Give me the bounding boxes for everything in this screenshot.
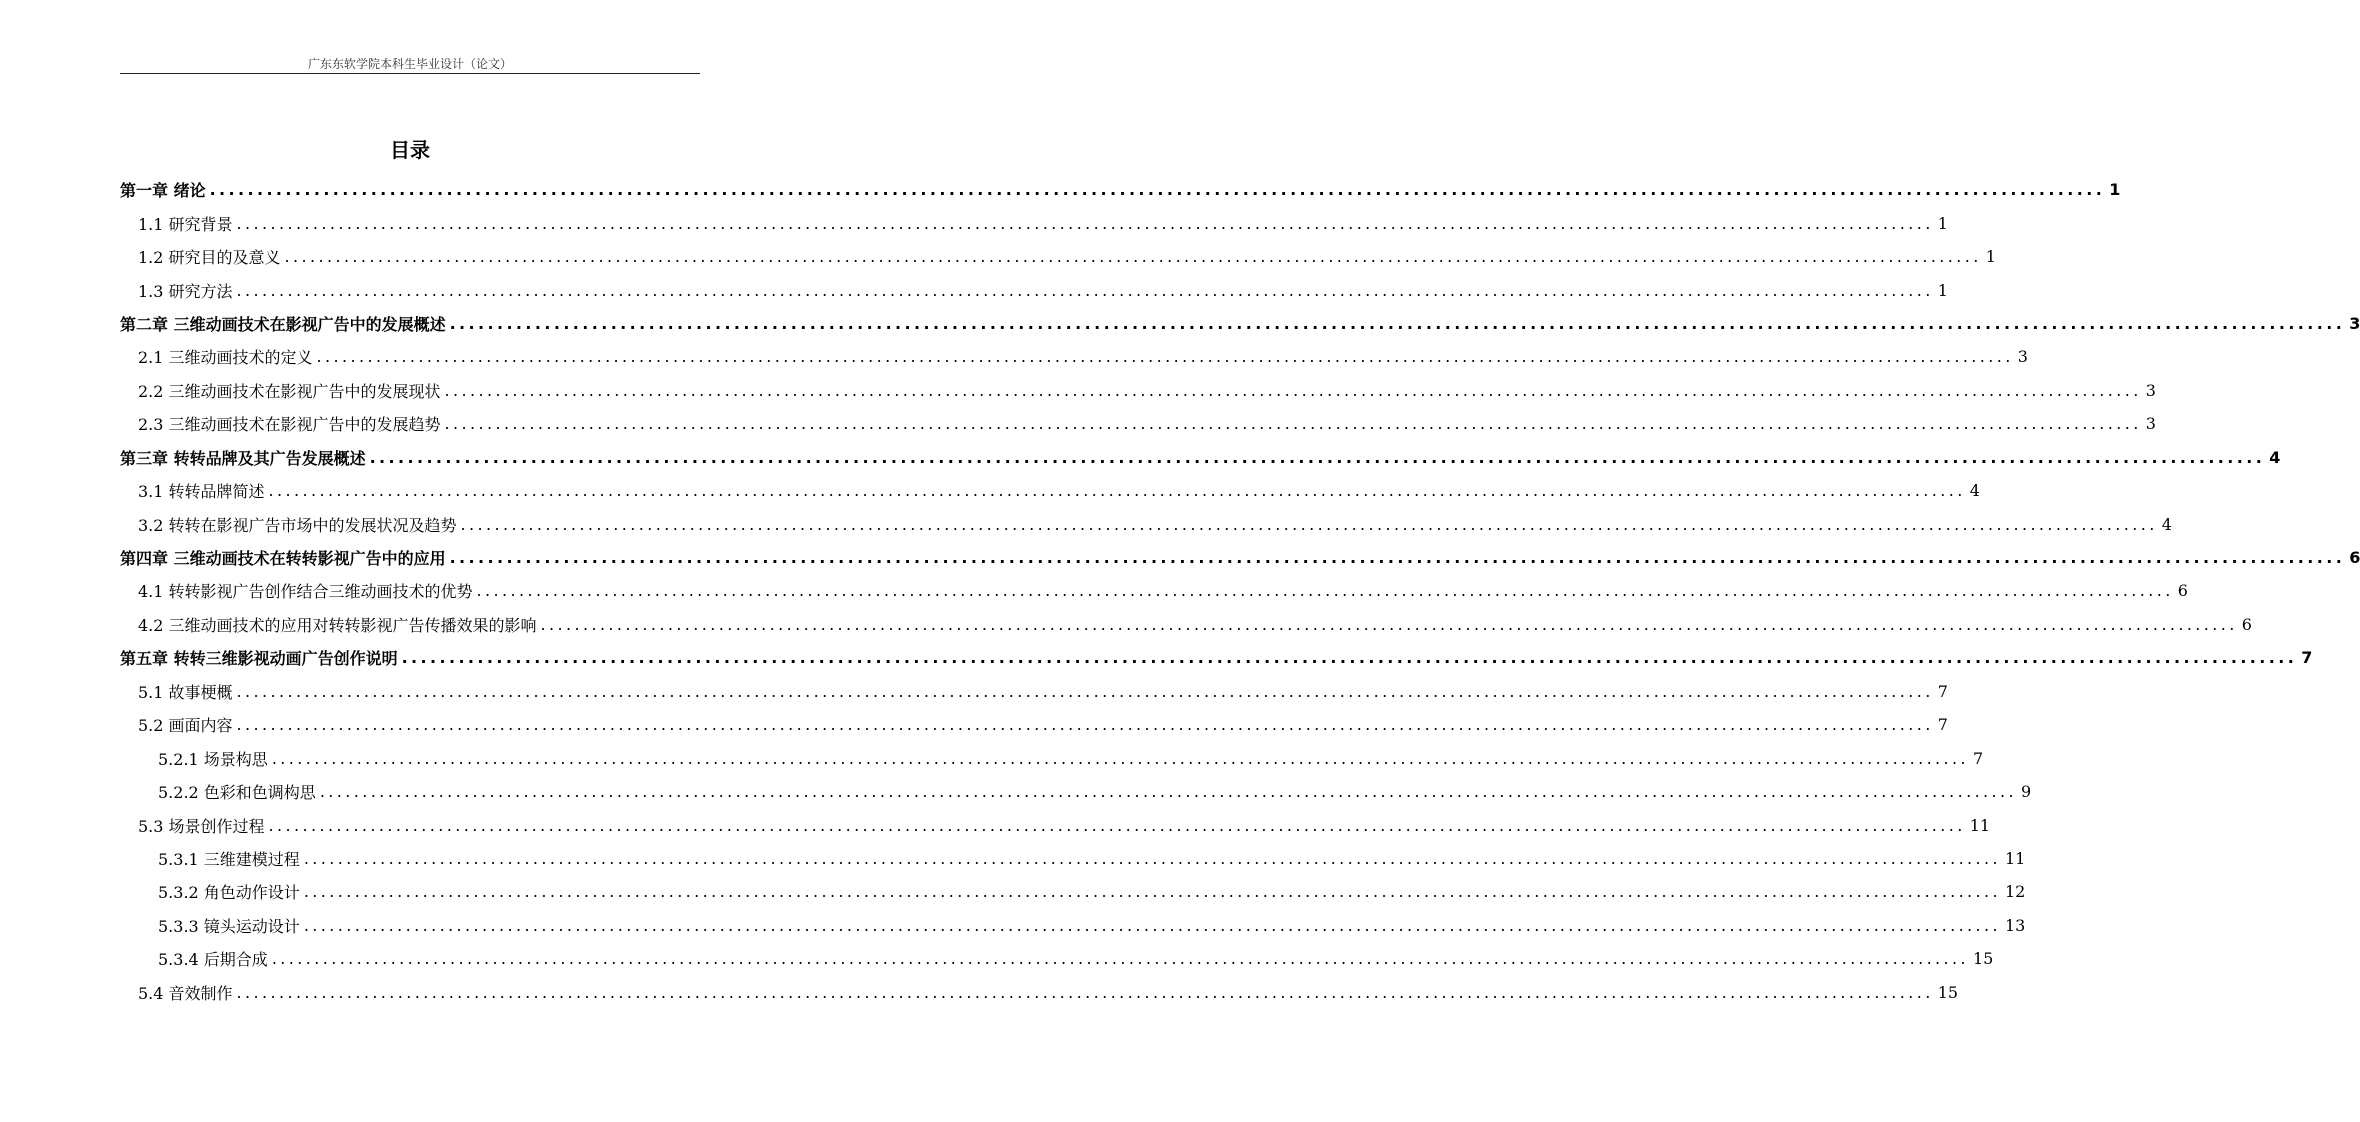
- toc-leader-dots: ........................................................................................................................................................................................................: [460, 514, 2158, 534]
- toc-leader-dots: ........................................................................................................................................................................................................: [236, 715, 1934, 735]
- toc-leader-dots: ........................................................................................................................................................................................................: [271, 949, 1969, 969]
- toc-entry-label: 5.3 场景创作过程: [138, 816, 265, 836]
- toc-leader-dots: ........................................................................................................................................................................................................: [369, 447, 2266, 467]
- toc-entry-label: 第四章 三维动画技术在转转影视广告中的应用: [120, 549, 446, 569]
- toc-entry-page: 6: [2177, 581, 2188, 601]
- toc-entry-page: 15: [1973, 949, 1994, 969]
- toc-entry-page: 6: [2349, 548, 2360, 568]
- toc-entry-page: 1: [1985, 247, 1996, 267]
- toc-entry-page: 7: [1937, 715, 1948, 735]
- toc-entry-page: 1: [1937, 280, 1948, 300]
- toc-entry-label: 2.3 三维动画技术在影视广告中的发展趋势: [138, 415, 441, 435]
- toc-entry[interactable]: [0, 775, 2032, 808]
- running-header: 广东东软学院本科生毕业设计（论文）: [307, 57, 512, 71]
- toc-entry-label: 5.3.1 三维建模过程: [158, 849, 300, 869]
- toc-entry-label: 2.2 三维动画技术在影视广告中的发展现状: [138, 381, 441, 401]
- toc-entry-page: 6: [2241, 614, 2252, 634]
- toc-entry-label: 3.2 转转在影视广告市场中的发展状况及趋势: [138, 515, 457, 535]
- toc-entry[interactable]: [0, 976, 1959, 1009]
- toc-leader-dots: ........................................................................................................................................................................................................: [540, 614, 2238, 634]
- toc-entry[interactable]: [0, 608, 2252, 641]
- toc-leader-dots: ........................................................................................................................................................................................................: [236, 280, 1934, 300]
- toc-entry-page: 13: [2005, 915, 2026, 935]
- toc-entry-page: 1: [1937, 213, 1948, 233]
- toc-entry-page: 3: [2349, 313, 2360, 333]
- toc-leader-dots: ........................................................................................................................................................................................................: [401, 648, 2298, 668]
- toc-entry-label: 5.2.1 场景构思: [158, 749, 268, 769]
- toc-leader-dots: ........................................................................................................................................................................................................: [236, 982, 1934, 1002]
- toc-entry-label: 5.3.2 角色动作设计: [158, 883, 300, 903]
- toc-entry-label: 1.3 研究方法: [138, 281, 233, 301]
- toc-title: 目录: [390, 138, 430, 162]
- toc-entry-label: 5.1 故事梗概: [138, 682, 233, 702]
- toc-entry[interactable]: [0, 741, 1984, 774]
- toc-entry[interactable]: [0, 842, 2026, 875]
- toc-entry[interactable]: [0, 641, 2313, 674]
- toc-entry[interactable]: [0, 875, 2026, 908]
- toc-entry[interactable]: [0, 942, 1994, 975]
- header-rule: [120, 73, 700, 74]
- toc-entry[interactable]: [0, 441, 2281, 474]
- toc-leader-dots: ........................................................................................................................................................................................................: [303, 882, 2001, 902]
- toc-leader-dots: ........................................................................................................................................................................................................: [271, 748, 1969, 768]
- toc-entry-label: 5.2.2 色彩和色调构思: [158, 783, 316, 803]
- toc-entry-page: 3: [2145, 380, 2156, 400]
- toc-entry-page: 15: [1937, 982, 1959, 1002]
- toc-entry-label: 2.1 三维动画技术的定义: [138, 348, 313, 368]
- toc-leader-dots: ........................................................................................................................................................................................................: [444, 380, 2142, 400]
- toc-leader-dots: ........................................................................................................................................................................................................: [236, 213, 1934, 233]
- toc-entry-page: 9: [2021, 782, 2032, 802]
- toc-leader-dots: ........................................................................................................................................................................................................: [268, 481, 1966, 501]
- toc-entry[interactable]: [0, 307, 2360, 340]
- toc-entry-page: 1: [2109, 180, 2121, 200]
- toc-leader-dots: ........................................................................................................................................................................................................: [268, 815, 1966, 835]
- toc-entry[interactable]: [0, 507, 2172, 540]
- toc-leader-dots: ........................................................................................................................................................................................................: [209, 180, 2106, 200]
- toc-entry-page: 7: [2301, 648, 2313, 668]
- toc-entry-label: 第二章 三维动画技术在影视广告中的发展概述: [120, 314, 446, 334]
- toc-entry-label: 3.1 转转品牌简述: [138, 482, 265, 502]
- toc-entry[interactable]: [0, 206, 1948, 239]
- toc-entry-label: 5.2 画面内容: [138, 716, 233, 736]
- toc-entry-label: 4.2 三维动画技术的应用对转转影视广告传播效果的影响: [138, 615, 537, 635]
- toc-entry[interactable]: [0, 240, 1996, 273]
- toc-leader-dots: ........................................................................................................................................................................................................: [444, 414, 2142, 434]
- toc-entry-page: 4: [1969, 481, 1980, 501]
- toc-entry[interactable]: [0, 675, 1948, 708]
- toc-leader-dots: ........................................................................................................................................................................................................: [449, 313, 2346, 333]
- toc-entry-page: 7: [1973, 748, 1984, 768]
- toc-leader-dots: ........................................................................................................................................................................................................: [319, 782, 2017, 802]
- toc-entry-label: 5.3.3 镜头运动设计: [158, 916, 300, 936]
- toc-entry[interactable]: [0, 574, 2188, 607]
- toc-entry-label: 5.4 音效制作: [138, 983, 233, 1003]
- toc-entry-page: 11: [1969, 815, 1991, 835]
- toc-entry[interactable]: [0, 173, 2121, 206]
- toc-entry-label: 第三章 转转品牌及其广告发展概述: [120, 448, 366, 468]
- toc-entry[interactable]: [0, 808, 1991, 841]
- toc-leader-dots: ........................................................................................................................................................................................................: [284, 247, 1982, 267]
- toc-entry-page: 7: [1937, 681, 1948, 701]
- toc-entry-label: 4.1 转转影视广告创作结合三维动画技术的优势: [138, 582, 473, 602]
- table-of-contents: [0, 173, 2360, 1009]
- toc-leader-dots: ........................................................................................................................................................................................................: [449, 548, 2346, 568]
- toc-entry[interactable]: [0, 708, 1948, 741]
- toc-entry[interactable]: [0, 909, 2026, 942]
- toc-entry-label: 1.2 研究目的及意义: [138, 248, 281, 268]
- toc-entry[interactable]: [0, 273, 1948, 306]
- toc-entry-label: 5.3.4 后期合成: [158, 950, 268, 970]
- toc-leader-dots: ........................................................................................................................................................................................................: [303, 915, 2001, 935]
- toc-entry[interactable]: [0, 407, 2156, 440]
- toc-leader-dots: ........................................................................................................................................................................................................: [303, 848, 2001, 868]
- toc-leader-dots: ........................................................................................................................................................................................................: [476, 581, 2174, 601]
- toc-leader-dots: ........................................................................................................................................................................................................: [316, 347, 2014, 367]
- toc-entry-label: 1.1 研究背景: [138, 214, 233, 234]
- toc-entry[interactable]: [0, 541, 2360, 574]
- toc-entry-page: 12: [2005, 882, 2026, 902]
- toc-leader-dots: ........................................................................................................................................................................................................: [236, 681, 1934, 701]
- toc-entry-label: 第五章 转转三维影视动画广告创作说明: [120, 649, 398, 669]
- toc-entry-page: 11: [2005, 848, 2026, 868]
- toc-entry-page: 4: [2269, 447, 2281, 467]
- toc-entry[interactable]: [0, 340, 2028, 373]
- toc-entry-page: 3: [2017, 347, 2028, 367]
- toc-entry[interactable]: [0, 474, 1980, 507]
- toc-entry[interactable]: [0, 374, 2156, 407]
- toc-entry-page: 4: [2161, 514, 2172, 534]
- toc-entry-page: 3: [2145, 414, 2156, 434]
- toc-entry-label: 第一章 绪论: [120, 181, 206, 201]
